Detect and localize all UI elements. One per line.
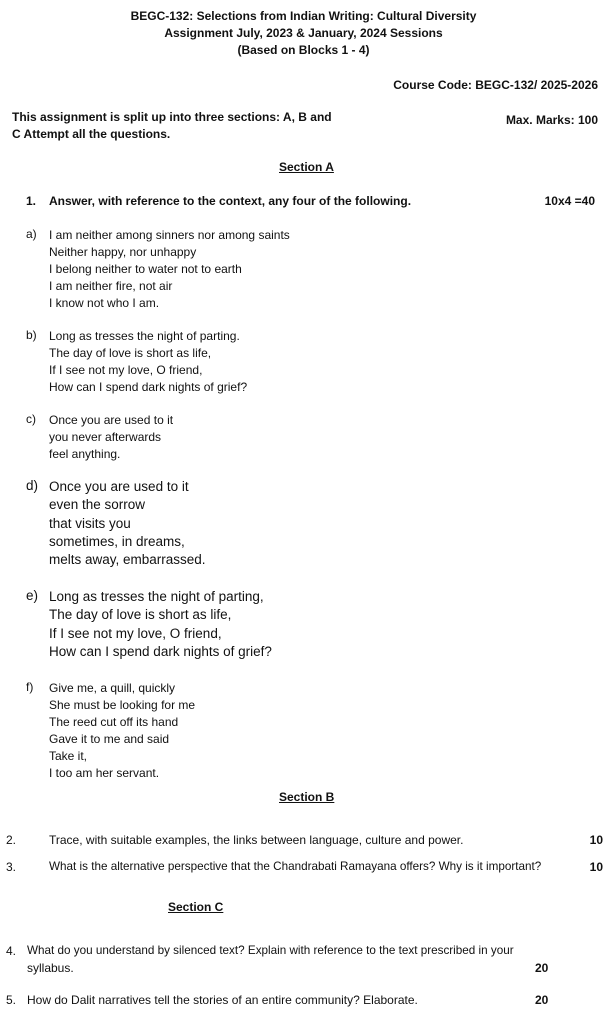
question-1-marks: 10x4 =40 xyxy=(544,194,595,208)
session-info: Assignment July, 2023 & January, 2024 Sessions xyxy=(164,26,443,40)
section-a-heading: Section A xyxy=(279,160,334,174)
max-marks: Max. Marks: 100 xyxy=(505,113,598,127)
quote-line: Once you are used to it xyxy=(49,413,174,427)
item-c-quote xyxy=(49,412,173,463)
item-d-label: d) xyxy=(26,478,39,493)
quote-line: How can I spend dark nights of grief? xyxy=(49,643,272,659)
intro-line-1: This assignment is split up into three sections: A, B and xyxy=(12,110,332,124)
quote-line: I know not who I am. xyxy=(49,296,160,310)
question-4-text-line-1: What do you understand by silenced text? Explain with reference to the text prescribed in your xyxy=(27,944,514,957)
quote-line: I belong neither to water not to earth xyxy=(49,262,242,276)
quote-line: Take it, xyxy=(49,749,88,763)
question-4-marks: 20 xyxy=(535,961,549,975)
quote-line: Once you are used to it xyxy=(49,479,189,494)
item-e-quote xyxy=(49,588,272,661)
item-b-label: b) xyxy=(26,328,37,342)
question-3-marks: 10 xyxy=(589,860,603,874)
item-c-label: c) xyxy=(26,412,36,426)
item-b-quote xyxy=(49,328,247,396)
question-2-text: Trace, with suitable examples, the links between language, culture and power. xyxy=(49,833,464,847)
question-5-marks: 20 xyxy=(535,993,549,1007)
quote-line: How can I spend dark nights of grief? xyxy=(49,380,248,394)
quote-line: I am neither among sinners nor among saints xyxy=(49,228,290,242)
item-e-label: e) xyxy=(26,588,39,603)
item-f-quote xyxy=(49,680,195,782)
quote-line: sometimes, in dreams, xyxy=(49,533,185,549)
quote-line: The reed cut off its hand xyxy=(49,715,179,729)
question-2-marks: 10 xyxy=(589,833,603,847)
quote-line: feel anything. xyxy=(49,447,121,461)
question-3-text: What is the alternative perspective that the Chandrabati Ramayana offers? Why is it important? xyxy=(49,860,542,873)
question-3-number: 3. xyxy=(6,860,17,874)
quote-line: She must be looking for me xyxy=(49,698,196,712)
quote-line: Neither happy, nor unhappy xyxy=(49,245,197,259)
quote-line: Gave it to me and said xyxy=(49,732,170,746)
quote-line: you never afterwards xyxy=(49,430,162,444)
blocks-info: (Based on Blocks 1 - 4) xyxy=(237,43,370,57)
question-5-number: 5. xyxy=(6,993,17,1007)
quote-line: even the sorrow xyxy=(49,497,146,513)
item-a-quote xyxy=(49,227,290,312)
quote-line: that visits you xyxy=(49,515,131,531)
quote-line: The day of love is short as life, xyxy=(49,607,232,623)
quote-line: Give me, a quill, quickly xyxy=(49,681,176,695)
quote-line: The day of love is short as life, xyxy=(49,346,212,360)
quote-line: melts away, embarrassed. xyxy=(49,552,206,568)
question-4-text-line-2: syllabus. xyxy=(27,961,74,975)
quote-line: If I see not my love, O friend, xyxy=(49,625,222,641)
item-d-quote xyxy=(49,478,206,569)
question-5-text: How do Dalit narratives tell the stories of an entire community? Elaborate. xyxy=(27,993,418,1007)
question-1-text: Answer, with reference to the context, any four of the following. xyxy=(49,194,412,208)
quote-line: Long as tresses the night of parting, xyxy=(49,589,264,604)
section-b-heading: Section B xyxy=(279,790,335,804)
quote-line: Long as tresses the night of parting. xyxy=(49,329,240,343)
document-title: BEGC-132: Selections from Indian Writing: Cultural Diversity xyxy=(130,9,477,23)
item-f-label: f) xyxy=(26,680,34,694)
quote-line: If I see not my love, O friend, xyxy=(49,363,203,377)
course-code: Course Code: BEGC-132/ 2025-2026 xyxy=(393,78,598,92)
quote-line: I am neither fire, not air xyxy=(49,279,173,293)
question-4-number: 4. xyxy=(6,944,17,958)
quote-line: I too am her servant. xyxy=(49,766,160,780)
item-a-label: a) xyxy=(26,227,37,241)
section-c-heading: Section C xyxy=(168,900,224,914)
question-2-number: 2. xyxy=(6,833,17,847)
intro-line-2: C Attempt all the questions. xyxy=(12,127,171,141)
question-1-number: 1. xyxy=(26,194,37,208)
